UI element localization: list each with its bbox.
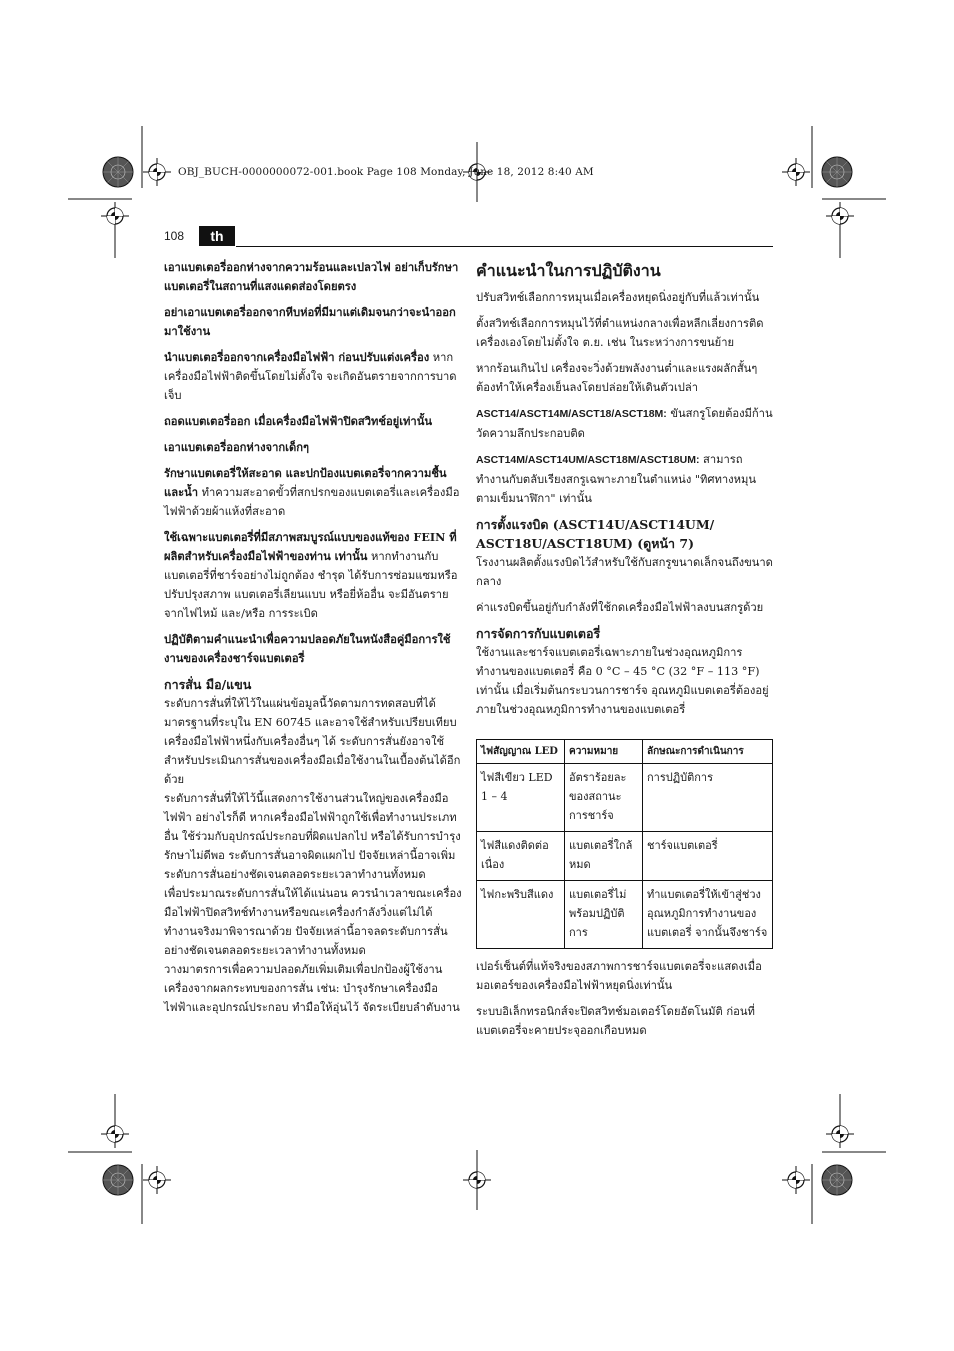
vibration-paragraph-1: ระดับการสั่นที่ให้ไว้ในแผ่นข้อมูลนี้วัดตามการทดสอบที่ได้มาตรฐานที่ระบุใน EN 60745 และอาจใช้สำหรับเปรียบเทียบเครื่องมือไฟฟ้าหนึ่งกับเครื่องอื่นๆ ได้ ระดับการสั่นยังอาจใช้สำหรับประเมินการสั่นของเครื่องมือเมื่อใช้งานในเบื้องต้นได้อีกด้วย — [164, 697, 461, 786]
table-cell: ทำแบตเตอรี่ให้เข้าสู่ช่วงอุณหภูมิการทำงานของแบตเตอรี่ จากนั้นจึงชาร์จ — [643, 881, 773, 949]
model-note-2-text: สามารถทำงานกับตลับเรียงสกรูเฉพาะภายในตำแหน่ง "ทิศทางหมุนตามเข็มนาฬิกา" เท่านั้น — [476, 453, 756, 505]
torque-paragraph-1: โรงงานผลิตตั้งแรงบิดไว้สำหรับใช้กับสกรูขนาดเล็กจนถึงขนาดกลาง — [476, 556, 773, 588]
battery-children-warning: เอาแบตเตอรี่ออกห่างจากเด็กๆ — [164, 440, 310, 454]
model-note-2 — [476, 450, 774, 508]
table-header-row — [477, 740, 773, 764]
table-cell: แบตเตอรี่ใกล้หมด — [565, 832, 643, 881]
table-cell: อัตราร้อยละของสถานะการชาร์จ — [565, 764, 643, 832]
operating-instructions-heading: คำแนะนำในการปฏิบัติงาน — [476, 261, 661, 280]
genuine-battery-text: หากทำงานกับแบตเตอรี่ที่ชาร์จอย่างไม่ถูกต้อง ชำรุด ได้รับการซ่อมแซมหรือปรับปรุงสภาพ แบตเตอรี่เลียนแบบ หรือยี่ห้ออื่น จะมีอันตรายจากไฟไหม้ และ/หรือ การระเบิด — [164, 550, 458, 620]
battery-packaging-warning: อย่าเอาแบตเตอรี่ออกจากหีบห่อที่มีมาแต่เดิมจนกว่าจะนำออกมาใช้งาน — [164, 305, 456, 338]
led-status-table — [476, 739, 773, 949]
remove-battery-paragraph — [164, 348, 464, 405]
table-row — [477, 832, 773, 881]
genuine-battery-paragraph — [164, 528, 464, 623]
table-cell: ไฟกะพริบสีแดง — [477, 881, 565, 949]
header-rule — [236, 246, 773, 247]
header-action: ลักษณะการดำเนินการ — [643, 740, 773, 764]
operating-paragraph-1: ปรับสวิทช์เลือกการหมุนเมื่อเครื่องหยุดนิ่งอยู่กับที่แล้วเท่านั้น — [476, 291, 760, 304]
left-column — [164, 258, 464, 1017]
battery-clean-paragraph — [164, 464, 464, 521]
table-row — [477, 764, 773, 832]
right-column — [476, 258, 774, 1047]
battery-handling-heading: การจัดการกับแบตเตอรี่ — [476, 626, 601, 641]
vibration-heading: การสั่น มือ/แขน — [164, 677, 252, 692]
language-tag: th — [199, 226, 235, 246]
genuine-battery-bold: ใช้เฉพาะแบตเตอรี่ที่มีสภาพสมบูรณ์แบบของแท้ของ FEIN ที่ผลิตสำหรับเครื่องมือไฟฟ้าของท่าน เท่านั้น — [164, 530, 457, 563]
remove-battery-switch-off: ถอดแบตเตอรี่ออก เมื่อเครื่องมือไฟฟ้าปิดสวิทช์อยู่เท่านั้น — [164, 414, 433, 428]
header-meaning: ความหมาย — [565, 740, 643, 764]
model-note-1-text: ขันสกรูโดยต้องมีก้านวัดความลึกประกอบติด — [476, 407, 773, 440]
operating-paragraph-2: ตั้งสวิทช์เลือกการหมุนไว้ที่ตำแหน่งกลางเพื่อหลีกเลี่ยงการติดเครื่องเองโดยไม่ตั้งใจ ต.ย. เช่น ในระหว่างการขนย้าย — [476, 317, 764, 349]
page-number: 108 — [164, 229, 185, 243]
battery-heat-warning: เอาแบตเตอรี่ออกห่างจากความร้อนและเปลวไฟ อย่าเก็บรักษาแบตเตอรี่ในสถานที่แสงแดดส่องโดยตรง — [164, 260, 459, 293]
torque-heading — [476, 515, 774, 553]
vibration-paragraph-3: เพื่อประมาณระดับการสั่นให้ได้แน่นอน ควรนำเวลาขณะเครื่องมือไฟฟ้าปิดสวิทช์ทำงานหรือขณะเครื่องกำลังวิ่งแต่ไม่ได้ทำงานจริงมาพิจารณาด้วย ปัจจัยเหล่านี้อาจลดระดับการสั่นอย่างชัดเจนตลอดระยะเวลาทำงานทั้งหมด — [164, 887, 462, 957]
deep-discharge-note: ระบบอิเล็กทรอนิกส์จะปิดสวิทช์มอเตอร์โดยอัตโนมัติ ก่อนที่แบตเตอรี่จะคายประจุออกเกือบหมด — [476, 1005, 755, 1037]
remove-battery-bold: นำแบตเตอรี่ออกจากเครื่องมือไฟฟ้า ก่อนปรับแต่งเครื่อง — [164, 350, 430, 364]
battery-handling-paragraph: ใช้งานและชาร์จแบตเตอรี่เฉพาะภายในช่วงอุณหภูมิการทำงานของแบตเตอรี่ คือ 0 °C – 45 °C (32 °F – 113 °F) เท่านั้น เมื่อเริ่มต้นกระบวนการชาร์จ อุณหภูมิแบตเตอรี่ต้องอยู่ภายในช่วงอุณหภูมิการทำงานของแบตเตอรี่ — [476, 646, 769, 716]
battery-clean-bold: รักษาแบตเตอรี่ให้สะอาด และปกป้องแบตเตอรี่จากความชื้นและน้ำ — [164, 466, 447, 499]
charge-percentage-note: เปอร์เซ็นต์ที่แท้จริงของสภาพการชาร์จแบตเตอรี่จะแสดงเมื่อมอเตอร์ของเครื่องมือไฟฟ้าหยุดนิ่งเท่านั้น — [476, 960, 762, 992]
table-cell: ไฟสีแดงติดต่อเนื่อง — [477, 832, 565, 881]
table-cell: แบตเตอรี่ไม่พร้อมปฏิบัติการ — [565, 881, 643, 949]
battery-clean-text: ทำความสะอาดขั้วที่สกปรกของแบตเตอรี่และเครื่องมือไฟฟ้าด้วยผ้าแห้งที่สะอาด — [164, 486, 460, 518]
torque-heading-line-2: ASCT18U/ASCT18UM) (ดูหน้า 7) — [476, 536, 695, 551]
remove-battery-text: หากเครื่องมือไฟฟ้าติดขึ้นโดยไม่ตั้งใจ จะเกิดอันตรายจากการบาดเจ็บ — [164, 351, 457, 402]
book-file-header: OBJ_BUCH-0000000072-001.book Page 108 Monday, June 18, 2012 8:40 AM — [178, 166, 594, 178]
table-cell: การปฏิบัติการ — [643, 764, 773, 832]
model-note-1 — [476, 404, 774, 443]
charger-manual-note: ปฏิบัติตามคำแนะนำเพื่อความปลอดภัยในหนังสือคู่มือการใช้งานของเครื่องชาร์จแบตเตอรี่ — [164, 632, 451, 665]
model-list-1: ASCT14/ASCT14M/ASCT18/ASCT18M: — [476, 408, 667, 420]
torque-heading-line-1: การตั้งแรงบิด (ASCT14U/ASCT14UM/ — [476, 517, 715, 532]
vibration-paragraph-2: ระดับการสั่นที่ให้ไว้นี้แสดงการใช้งานส่วนใหญ่ของเครื่องมือไฟฟ้า อย่างไรก็ดี หากเครื่องมือไฟฟ้าถูกใช้เพื่อทำงานประเภทอื่น ใช้ร่วมกับอุปกรณ์ประกอบที่ผิดแปลกไป หรือได้รับการบำรุงรักษาไม่ดีพอ ระดับการสั่นอาจผิดแผกไป ปัจจัยเหล่านี้อาจเพิ่มระดับการสั่นอย่างชัดเจนตลอดระยะเวลาทำงานทั้งหมด — [164, 792, 461, 881]
table-cell: ชาร์จแบตเตอรี่ — [643, 832, 773, 881]
vibration-paragraph-4: วางมาตรการเพื่อความปลอดภัยเพิ่มเติมเพื่อปกป้องผู้ใช้งานเครื่องจากผลกระทบของการสั่น เช่น: บำรุงรักษาเครื่องมือไฟฟ้าและอุปกรณ์ประกอบ ทำมือให้อุ่นไว้ จัดระเบียบลำดับงาน — [164, 963, 460, 1014]
header-led: ไฟสัญญาณ LED — [477, 740, 565, 764]
table-row — [477, 881, 773, 949]
operating-paragraph-3: หากร้อนเกินไป เครื่องจะวิ่งด้วยพลังงานต่ำและแรงผลักสั้นๆ ต้องทำให้เครื่องเย็นลงโดยปล่อยให้เดินตัวเปล่า — [476, 362, 758, 394]
model-list-2: ASCT14M/ASCT14UM/ASCT18M/ASCT18UM: — [476, 454, 700, 466]
table-cell: ไฟสีเขียว LED 1 – 4 — [477, 764, 565, 832]
torque-paragraph-2: ค่าแรงบิดขึ้นอยู่กับกำลังที่ใช้กดเครื่องมือไฟฟ้าลงบนสกรูด้วย — [476, 601, 764, 614]
